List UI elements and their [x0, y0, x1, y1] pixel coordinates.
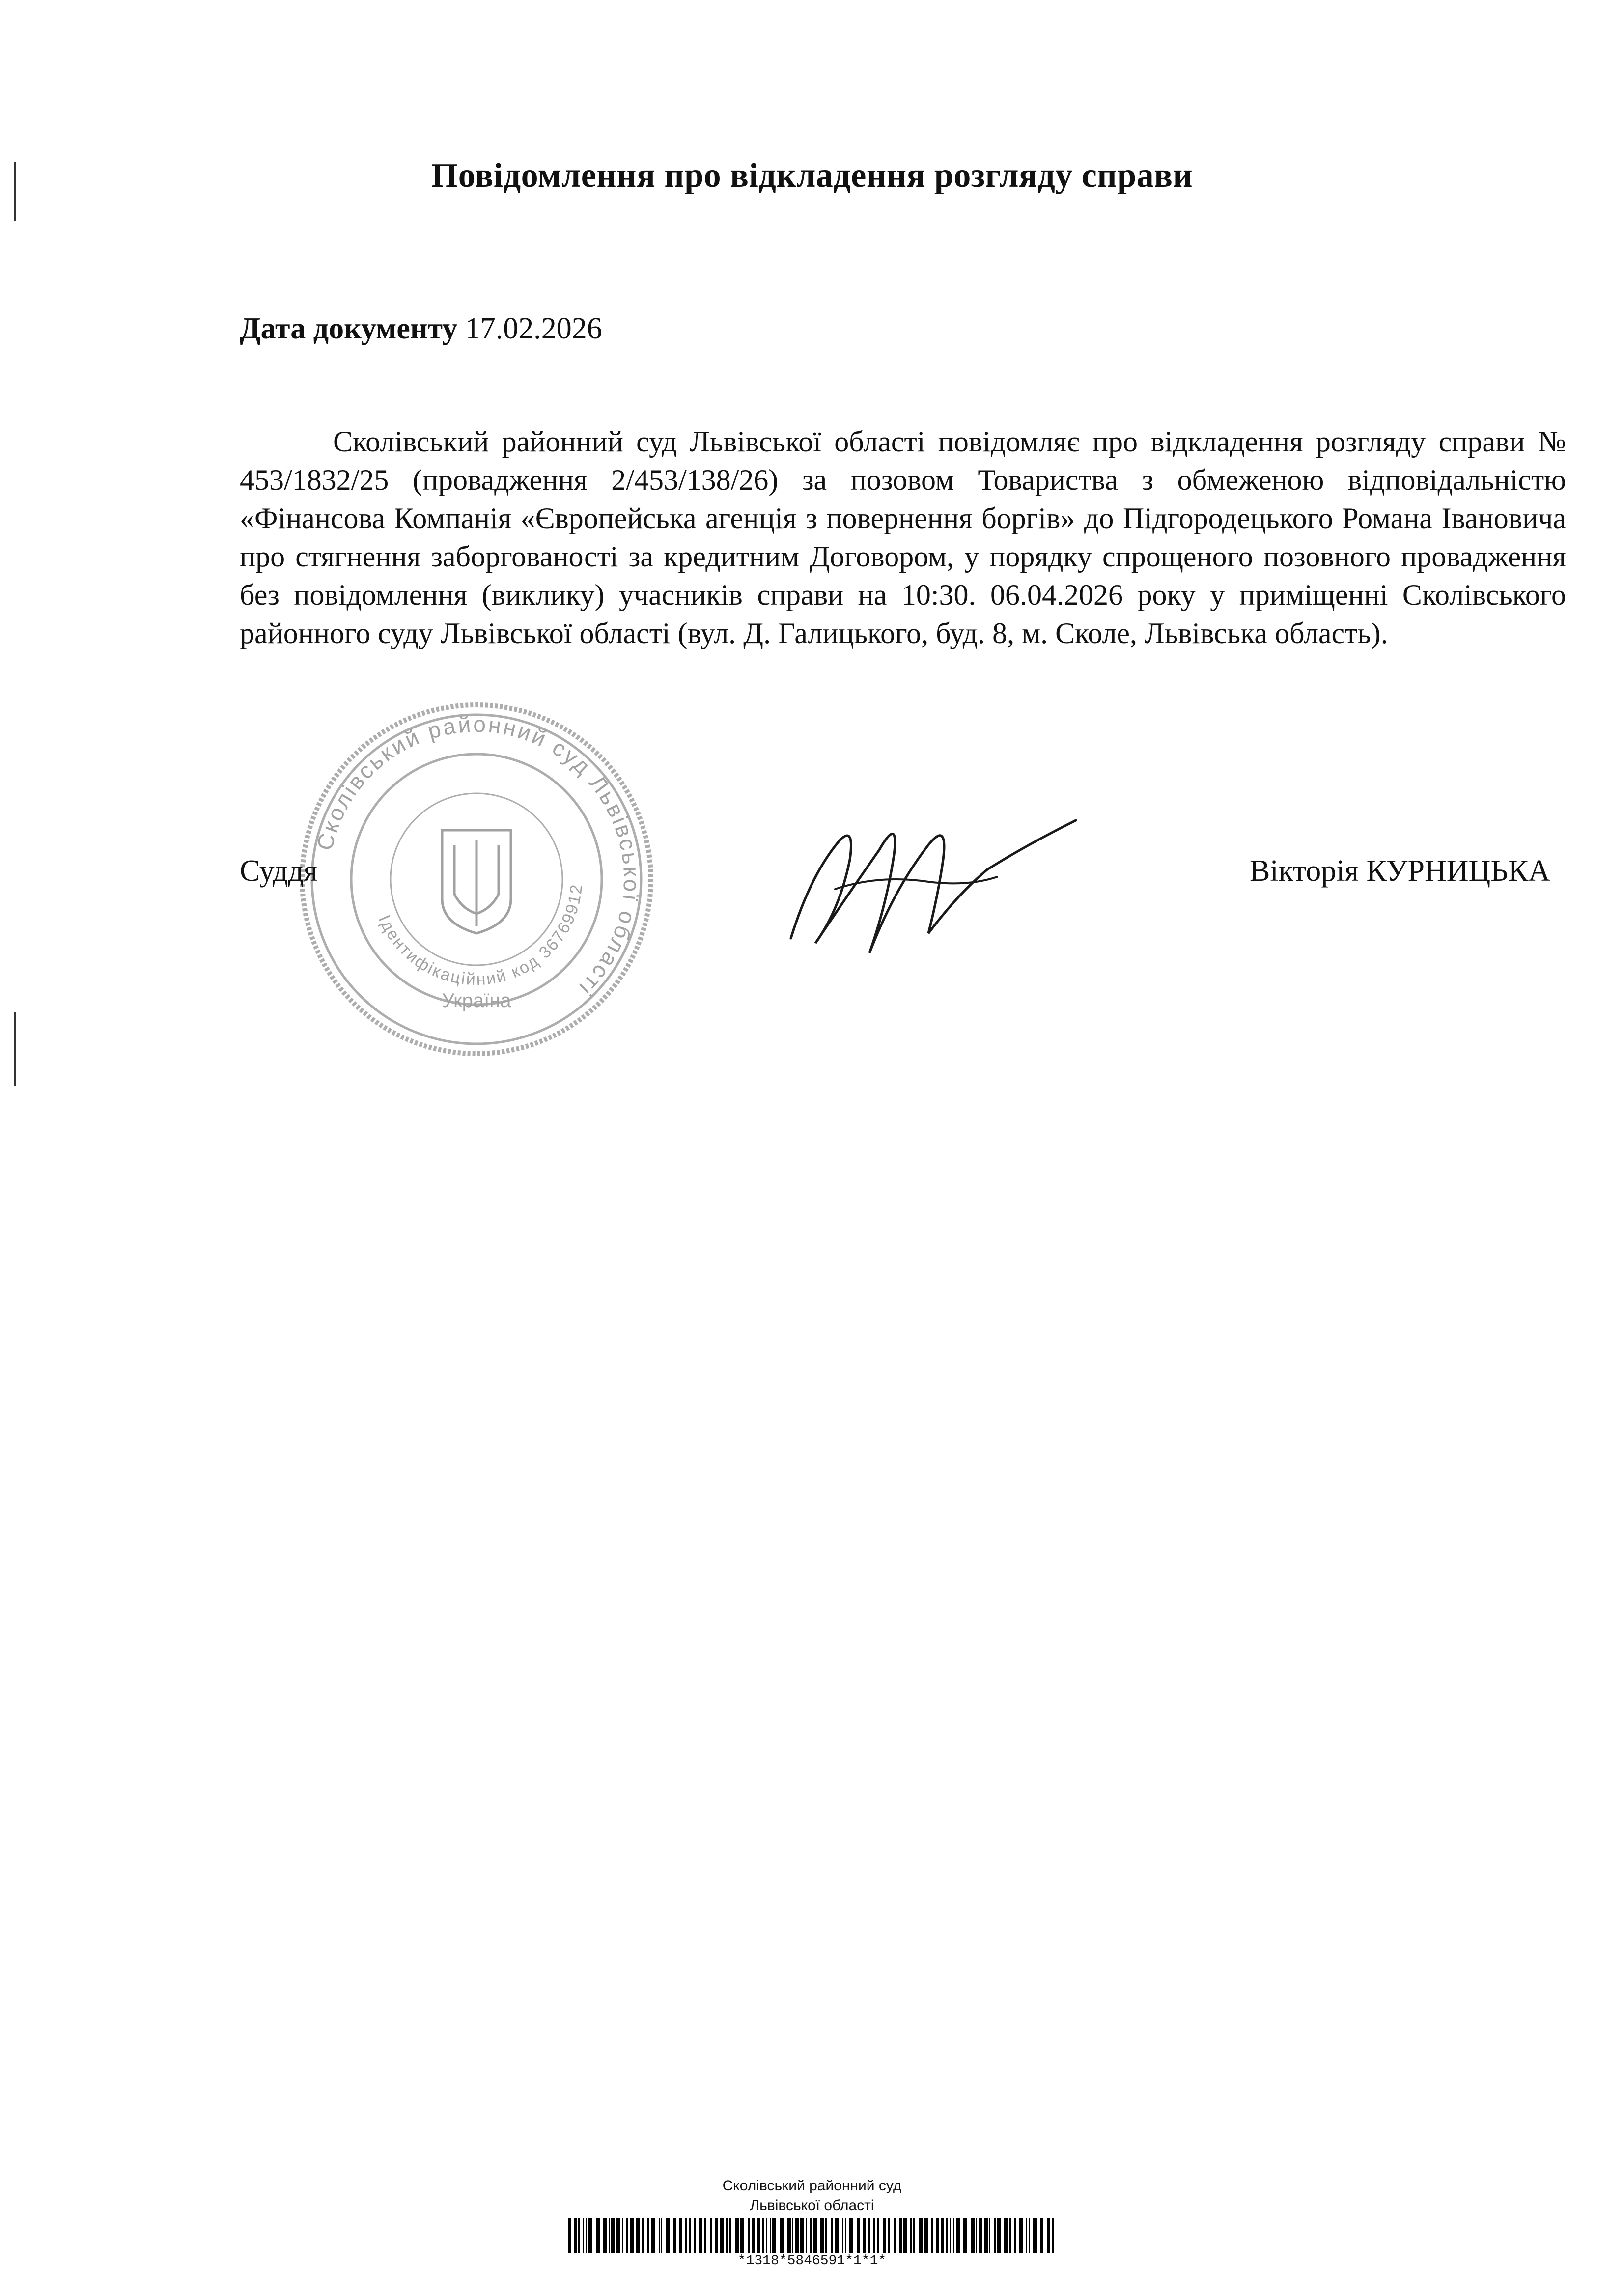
- barcode-bar: [787, 2218, 791, 2253]
- barcode-bar: [857, 2218, 860, 2253]
- barcode-bar: [831, 2218, 833, 2253]
- barcode-bar: [963, 2218, 967, 2253]
- barcode-bar: [596, 2218, 600, 2253]
- barcode-bar: [1033, 2218, 1037, 2253]
- footer-court-region: Львівської області: [750, 2197, 874, 2213]
- barcode-bar: [651, 2218, 655, 2253]
- barcode-bar: [956, 2218, 960, 2253]
- barcode-bar: [622, 2218, 623, 2253]
- barcode-bar: [936, 2218, 939, 2253]
- barcode-bar: [647, 2218, 649, 2253]
- stamp-outer-text: Сколівський районний суд Львівської області: [311, 711, 645, 1003]
- barcode-bar: [919, 2218, 923, 2253]
- barcode-bar: [806, 2218, 807, 2253]
- judge-role: Суддя: [240, 854, 318, 888]
- barcode-bar: [603, 2218, 607, 2253]
- stamp-inner-text: Ідентифікаційний код 36769912: [374, 882, 587, 989]
- barcode-bar: [704, 2218, 706, 2253]
- barcode-bar: [630, 2218, 634, 2253]
- barcode-bar: [659, 2218, 660, 2253]
- barcode-bar: [903, 2218, 907, 2253]
- document-date-label: Дата документу: [240, 312, 458, 345]
- barcode-bar: [661, 2218, 662, 2253]
- barcode-bar: [795, 2218, 799, 2253]
- barcode-bar: [1052, 2218, 1054, 2253]
- barcode-bar: [910, 2218, 912, 2253]
- barcode: [566, 2218, 1058, 2253]
- scan-artifact: [14, 1012, 16, 1086]
- barcode-bar: [868, 2218, 870, 2253]
- barcode-bar: [740, 2218, 744, 2253]
- barcode-bar: [825, 2218, 827, 2253]
- barcode-bar: [574, 2218, 577, 2253]
- barcode-bar: [873, 2218, 875, 2253]
- barcode-bar: [673, 2218, 676, 2253]
- barcode-bar: [611, 2218, 615, 2253]
- barcode-bar: [953, 2218, 954, 2253]
- barcode-bar: [715, 2218, 718, 2253]
- barcode-bar: [950, 2218, 951, 2253]
- document-title: Повідомлення про відкладення розгляду справи: [431, 157, 1193, 195]
- barcode-bar: [666, 2218, 670, 2253]
- barcode-bar: [679, 2218, 682, 2253]
- barcode-bar: [979, 2218, 982, 2253]
- barcode-bar: [729, 2218, 731, 2253]
- document-date: [240, 311, 602, 346]
- barcode-bar: [752, 2218, 755, 2253]
- barcode-bar: [694, 2218, 696, 2253]
- barcode-bar: [835, 2218, 839, 2253]
- barcode-bar: [1004, 2218, 1008, 2253]
- tryzub-icon: [442, 830, 511, 933]
- barcode-bar: [720, 2218, 724, 2253]
- footer: [0, 2176, 1624, 2269]
- barcode-bar: [997, 2218, 1001, 2253]
- barcode-bar: [636, 2218, 640, 2253]
- barcode-bar: [757, 2218, 760, 2253]
- barcode-bar: [578, 2218, 580, 2253]
- barcode-bar: [810, 2218, 812, 2253]
- barcode-bar: [842, 2218, 843, 2253]
- barcode-bar: [586, 2218, 587, 2253]
- barcode-bar: [689, 2218, 691, 2253]
- barcode-bar: [863, 2218, 866, 2253]
- barcode-bar: [710, 2218, 712, 2253]
- barcode-bar: [568, 2218, 571, 2253]
- barcode-bar: [726, 2218, 728, 2253]
- barcode-bar: [845, 2218, 846, 2253]
- barcode-bar: [913, 2218, 915, 2253]
- barcode-bar: [583, 2218, 584, 2253]
- barcode-bar: [994, 2218, 996, 2253]
- barcode-bar: [813, 2218, 817, 2253]
- barcode-bar: [877, 2218, 879, 2253]
- barcode-bar: [1009, 2218, 1011, 2253]
- footer-court-name: Сколівський районний суд: [722, 2178, 902, 2194]
- judge-name: Вікторія КУРНИЦЬКА: [1250, 854, 1550, 888]
- barcode-bar: [626, 2218, 628, 2253]
- barcode-bar: [894, 2218, 896, 2253]
- barcode-bar: [780, 2218, 784, 2253]
- court-stamp: [295, 698, 658, 1061]
- barcode-bar: [766, 2218, 767, 2253]
- barcode-bar: [699, 2218, 702, 2253]
- barcode-bar: [899, 2218, 902, 2253]
- barcode-bar: [820, 2218, 824, 2253]
- document-date-value: 17.02.2026: [465, 312, 602, 345]
- barcode-bar: [924, 2218, 928, 2253]
- barcode-bar: [748, 2218, 750, 2253]
- barcode-bar: [941, 2218, 944, 2253]
- barcode-text: *1318*5846591*1*1*: [737, 2253, 887, 2268]
- barcode-bar: [642, 2218, 644, 2253]
- barcode-bar: [976, 2218, 977, 2253]
- stamp-country: Україна: [442, 990, 511, 1011]
- barcode-bar: [792, 2218, 793, 2253]
- barcode-bar: [1047, 2218, 1050, 2253]
- barcode-bar: [946, 2218, 948, 2253]
- barcode-bar: [770, 2218, 771, 2253]
- barcode-bar: [931, 2218, 933, 2253]
- barcode-bar: [762, 2218, 764, 2253]
- barcode-bar: [685, 2218, 687, 2253]
- barcode-bar: [616, 2218, 620, 2253]
- barcode-bar: [849, 2218, 853, 2253]
- barcode-bar: [883, 2218, 886, 2253]
- barcode-bar: [1014, 2218, 1016, 2253]
- barcode-bar: [735, 2218, 739, 2253]
- barcode-bar: [609, 2218, 610, 2253]
- barcode-bar: [800, 2218, 804, 2253]
- body-paragraph: Сколівський районний суд Львівської області повідомляє про відкладення розгляду справи № 453/1832/25 (провадження 2/453/138/26) за позовом Товариства з обмеженою відповідальністю «Фінансова Компанія «Європейська агенція з повернення боргів» до Підгородецького Романа Івановича про стягнення заборгованості за кредитним Договором, у порядку спрощеного позовного провадження без повідомлення (виклику) учасників справи на 10:30. 06.04.2026 року у приміщенні Сколівського районного суду Львівської області (вул. Д. Галицького, буд. 8, м. Сколе, Львівська область).: [240, 425, 1566, 649]
- barcode-bar: [888, 2218, 890, 2253]
- barcode-bar: [989, 2218, 990, 2253]
- barcode-bar: [1019, 2218, 1023, 2253]
- body-text: [240, 422, 1566, 652]
- barcode-bar: [588, 2218, 592, 2253]
- barcode-bar: [971, 2218, 975, 2253]
- judge-signature: [781, 776, 1086, 963]
- barcode-bar: [984, 2218, 988, 2253]
- barcode-bar: [1026, 2218, 1027, 2253]
- barcode-bar: [1040, 2218, 1043, 2253]
- barcode-bar: [1029, 2218, 1030, 2253]
- barcode-bar: [772, 2218, 776, 2253]
